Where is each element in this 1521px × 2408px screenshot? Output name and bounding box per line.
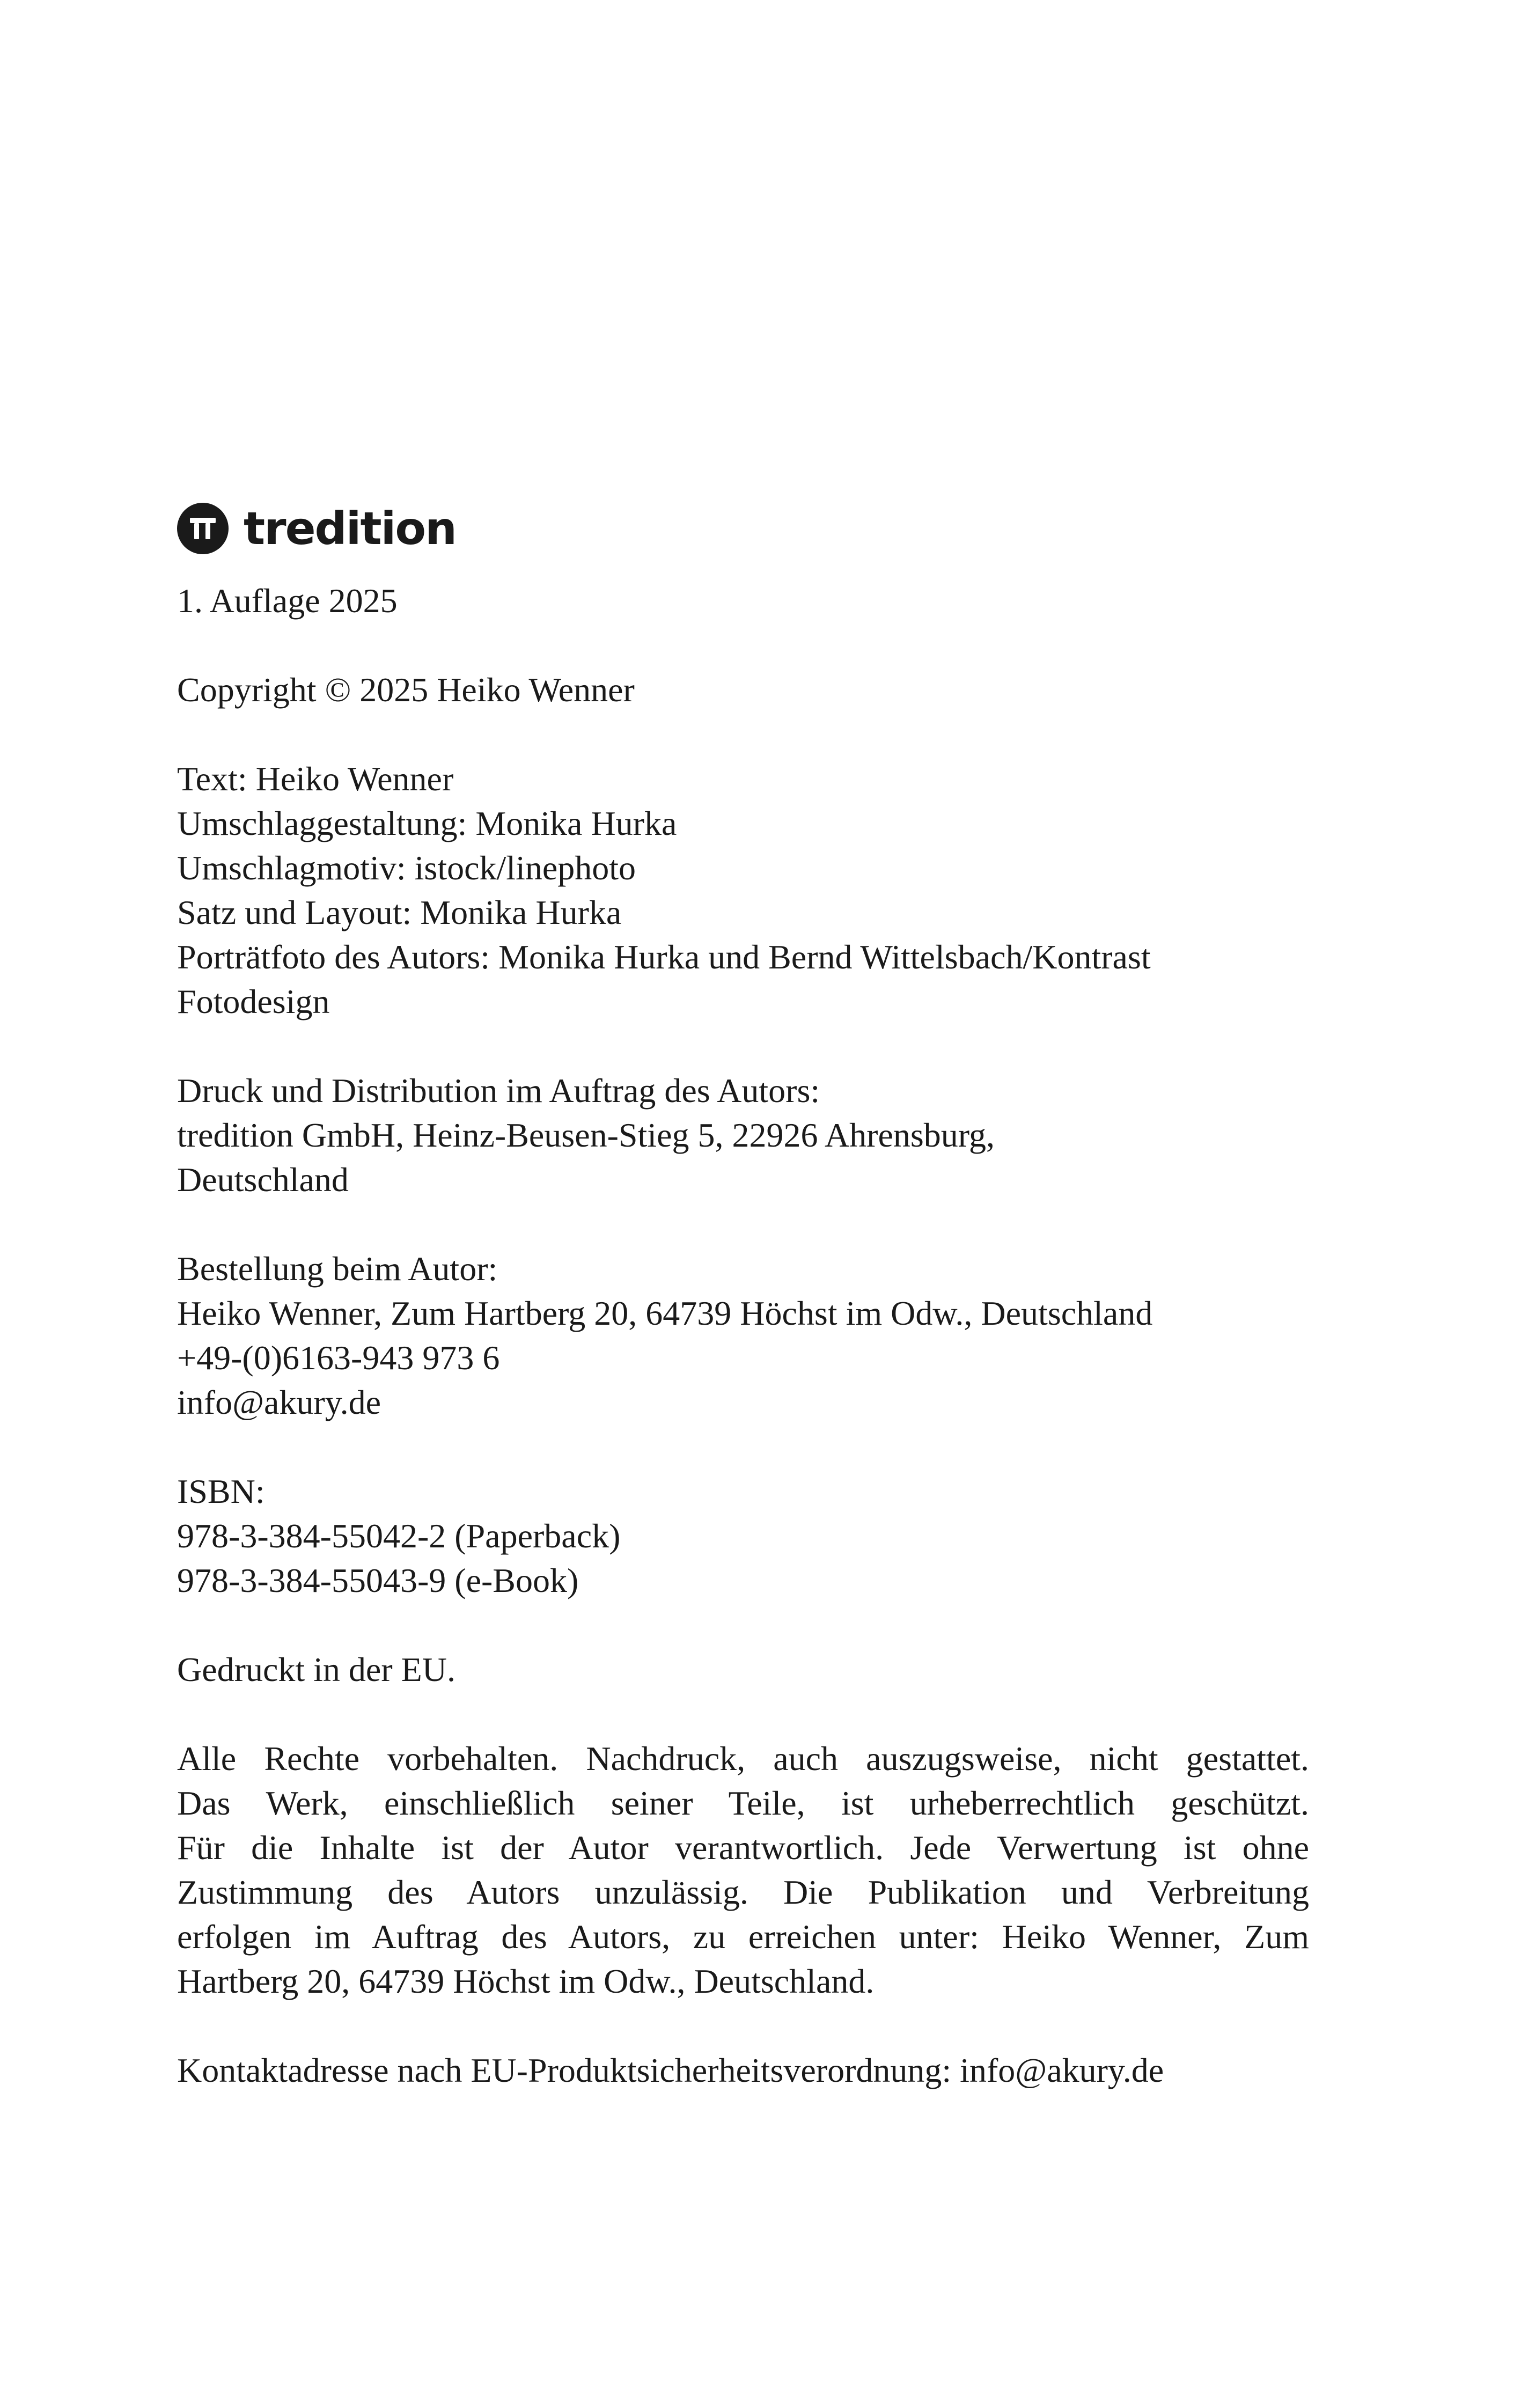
printed-block [177,1647,1309,1692]
publisher-logo [177,499,1309,558]
order-line: Bestellung beim Autor: [177,1250,498,1288]
distribution-line: tredition GmbH, Heinz-Beusen-Stieg 5, 22926 Ahrensburg, [177,1116,995,1154]
order-phone: +49-(0)6163-943 973 6 [177,1339,500,1377]
rights-line: Zustimmung des Autors unzulässig. Die Publikation und Verbreitung [177,1873,1309,1911]
tredition-logo-icon [177,503,229,554]
edition-line: 1. Auflage 2025 [177,582,398,620]
rights-line: Für die Inhalte ist der Autor verantwortlich. Jede Verwertung ist ohne [177,1829,1309,1867]
isbn-block [177,1469,1309,1603]
isbn-label: ISBN: [177,1472,265,1510]
contact-line: Kontaktadresse nach EU-Produktsicherheitsverordnung: info@akury.de [177,2051,1164,2089]
copyright-line: Copyright © 2025 Heiko Wenner [177,671,635,709]
distribution-line: Druck und Distribution im Auftrag des Autors: [177,1071,820,1110]
isbn-ebook: 978-3-384-55043-9 (e-Book) [177,1561,579,1599]
edition-block [177,578,1309,623]
printed-line: Gedruckt in der EU. [177,1650,455,1688]
rights-line: Hartberg 20, 64739 Höchst im Odw., Deutschland. [177,1962,875,2000]
distribution-line: Deutschland [177,1161,349,1199]
credit-line: Fotodesign [177,982,330,1021]
logo-wordmark: tredition [244,502,456,555]
contact-block [177,2048,1309,2093]
order-line: Heiko Wenner, Zum Hartberg 20, 64739 Höchst im Odw., Deutschland [177,1294,1153,1332]
credits-block [177,757,1309,1024]
credit-line: Text: Heiko Wenner [177,760,454,798]
rights-line: Alle Rechte vorbehalten. Nachdruck, auch auszugsweise, nicht gestattet. [177,1739,1309,1778]
rights-line: Das Werk, einschließlich seiner Teile, ist urheberrechtlich geschützt. [177,1784,1309,1822]
isbn-paperback: 978-3-384-55042-2 (Paperback) [177,1517,621,1555]
imprint-page [177,499,1309,2137]
credit-line: Satz und Layout: Monika Hurka [177,893,622,931]
order-block [177,1246,1309,1425]
credit-line: Umschlaggestaltung: Monika Hurka [177,804,677,842]
credit-line: Porträtfoto des Autors: Monika Hurka und Bernd Wittelsbach/Kontrast [177,938,1151,976]
rights-block [177,1736,1309,2003]
rights-line: erfolgen im Auftrag des Autors, zu erreichen unter: Heiko Wenner, Zum [177,1918,1309,1956]
copyright-block [177,667,1309,712]
order-email: info@akury.de [177,1383,381,1421]
credit-line: Umschlagmotiv: istock/linephoto [177,849,636,887]
distribution-block [177,1068,1309,1202]
